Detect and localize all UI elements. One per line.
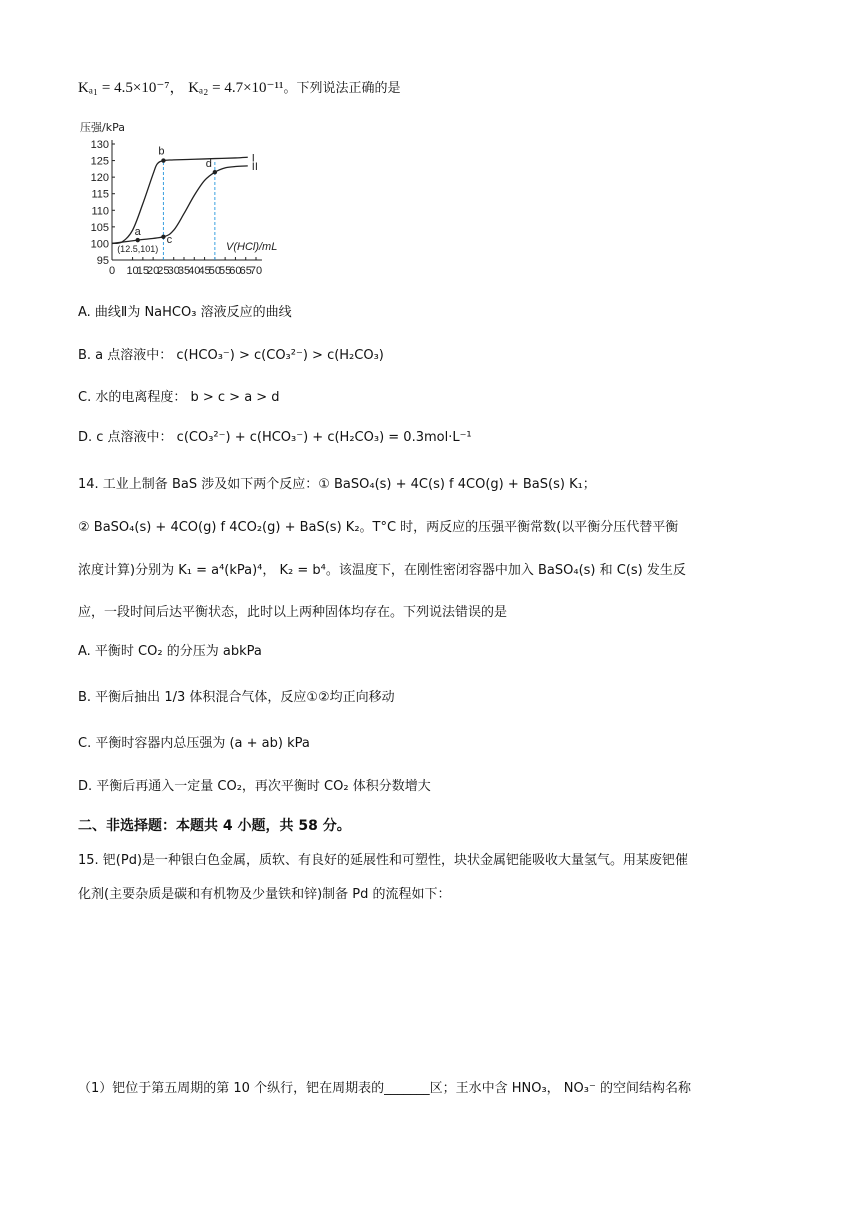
q15-line-1: 15. 钯(Pd)是一种银白色金属，质软、有良好的延展性和可塑性，块状金属钯能吸收大量氢气。用某废钯催 [78, 853, 689, 868]
y-tick-label: 115 [91, 188, 109, 201]
x-tick-label: 50 [208, 265, 221, 277]
x-tick-label: 45 [198, 265, 211, 277]
point-a [136, 238, 140, 242]
ka-values: Kₐ₁ = 4.5×10⁻⁷， Kₐ₂ = 4.7×10⁻¹¹ [78, 80, 284, 96]
q14-line-1: 14. 工业上制备 BaS 涉及如下两个反应：① BaSO₄(s) + 4C(s) f 4CO(g) + BaS(s) K₁； [78, 477, 596, 492]
pressure-chart [78, 118, 278, 280]
q14-option-d: D. 平衡后再通入一定量 CO₂，再次平衡时 CO₂ 体积分数增大 [78, 779, 431, 794]
q14-line-4: 应，一段时间后达平衡状态，此时以上两种固体均存在。下列说法错误的是 [78, 605, 508, 620]
x-tick-label: 65 [239, 265, 252, 277]
q13-prompt: 。下列说法正确的是 [283, 81, 401, 96]
q13-option-b: B. a 点溶液中： c(HCO₃⁻) > c(CO₃²⁻) > c(H₂CO₃) [78, 348, 384, 363]
q14-line-2: ② BaSO₄(s) + 4CO(g) f 4CO₂(g) + BaS(s) K₂。T°C 时，两反应的压强平衡常数(以平衡分压代替平衡 [78, 520, 679, 535]
q14-line-3: 浓度计算)分别为 K₁ = a⁴(kPa)⁴， K₂ = b⁴。该温度下，在刚性密闭容器中加入 BaSO₄(s) 和 C(s) 发生反 [78, 563, 686, 578]
q13-ka-line [78, 78, 401, 99]
q13-option-c: C. 水的电离程度： b > c > a > d [78, 390, 280, 405]
q13-option-d: D. c 点溶液中： c(CO₃²⁻) + c(HCO₃⁻) + c(H₂CO₃) = 0.3mol·L⁻¹ [78, 430, 472, 445]
point-annotation-a: (12.5,101) [117, 244, 159, 255]
x-tick-label: 0 [108, 265, 116, 277]
point-c [161, 235, 165, 239]
q14-option-c: C. 平衡时容器内总压强为 (a + ab) kPa [78, 736, 310, 751]
section-2-heading: 二、非选择题：本题共 4 小题，共 58 分。 [78, 818, 351, 834]
q15-line-2: 化剂(主要杂质是碳和有机物及少量铁和锌)制备 Pd 的流程如下： [78, 887, 451, 902]
series-label-I: I [251, 152, 255, 165]
y-axis-label: 压强/kPa [80, 121, 125, 134]
point-label-d: d [205, 158, 212, 171]
series-line-I [112, 157, 248, 243]
x-tick-label: 55 [219, 265, 232, 277]
x-tick-label: 60 [229, 265, 242, 277]
x-axis-label: V(HCl)/mL [226, 241, 278, 253]
y-tick-label: 100 [90, 238, 109, 251]
y-tick-label: 130 [90, 139, 109, 151]
y-ticks [91, 139, 115, 267]
q13-option-a: A. 曲线Ⅱ为 NaHCO₃ 溶液反应的曲线 [78, 305, 292, 320]
y-tick-label: 125 [90, 155, 109, 168]
y-tick-label: 105 [90, 221, 109, 234]
point-label-c: c [166, 233, 173, 246]
x-tick-label: 15 [136, 265, 149, 277]
point-b [161, 158, 165, 162]
points [117, 146, 217, 255]
y-tick-label: 120 [90, 172, 109, 185]
q14-option-b: B. 平衡后抽出 1/3 体积混合气体，反应①②均正向移动 [78, 690, 395, 705]
x-tick-label: 25 [157, 265, 170, 277]
x-tick-label: 40 [188, 265, 201, 277]
y-tick-label: 110 [91, 205, 109, 218]
x-tick-label: 20 [147, 265, 160, 277]
series-label-II: II [251, 160, 258, 173]
point-label-b: b [158, 145, 165, 158]
q14-option-a: A. 平衡时 CO₂ 的分压为 abkPa [78, 644, 262, 659]
x-tick-label: 30 [167, 265, 180, 277]
point-label-a: a [134, 226, 141, 239]
q15-subquestion-1: （1）钯位于第五周期的第 10 个纵行，钯在周期表的_______区；王水中含 HNO₃， NO₃⁻ 的空间结构名称 [78, 1081, 691, 1096]
y-tick-label: 95 [96, 255, 109, 267]
x-tick-label: 35 [177, 265, 191, 277]
x-tick-label: 70 [249, 265, 263, 277]
point-d [213, 170, 217, 174]
x-tick-label: 10 [126, 265, 139, 277]
